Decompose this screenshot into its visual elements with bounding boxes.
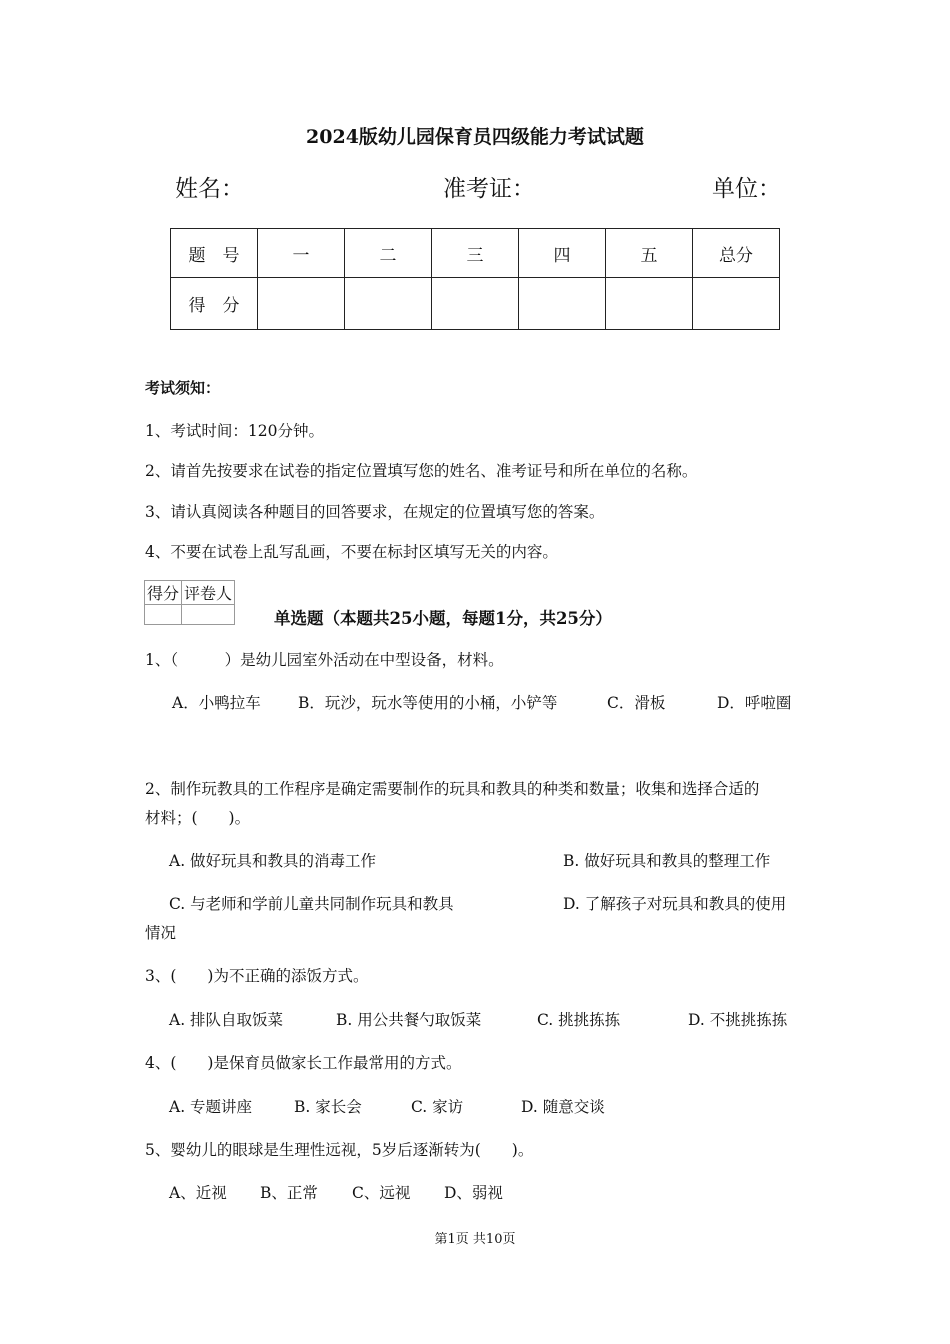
notice-item: 4、不要在试卷上乱写乱画，不要在标封区填写无关的内容。: [145, 543, 558, 561]
question-2-option-b: B. 做好玩具和教具的整理工作: [563, 852, 771, 870]
question-2-option-d-cont: 情况: [145, 924, 177, 942]
grader-score-label: 得分: [145, 581, 182, 605]
score-cell: [519, 278, 606, 330]
question-1-option-c: C．滑板: [607, 694, 666, 712]
section-title: 单选题（本题共25小题，每题1分，共25分）: [274, 609, 612, 628]
notice-heading: 考试须知：: [145, 379, 221, 397]
notice-item: 1、考试时间：120分钟。: [145, 422, 324, 440]
question-2-option-d: D. 了解孩子对玩具和教具的使用: [563, 895, 787, 913]
question-5-option-d: D、弱视: [444, 1184, 503, 1202]
page-title: 2024版幼儿园保育员四级能力考试试题: [306, 126, 644, 148]
question-5-option-a: A、近视: [169, 1184, 227, 1202]
question-4-stem: 4、( )是保育员做家长工作最常用的方式。: [145, 1054, 462, 1072]
score-table: [170, 228, 780, 330]
score-header-cell: 三: [432, 229, 519, 278]
question-4-option-d: D. 随意交谈: [521, 1098, 605, 1116]
score-cell: [693, 278, 780, 330]
question-2-option-a: A. 做好玩具和教具的消毒工作: [169, 852, 377, 870]
question-3-option-a: A. 排队自取饭菜: [169, 1011, 284, 1029]
score-cell: [606, 278, 693, 330]
score-table-header-row: [171, 229, 780, 278]
grader-name-label: 评卷人: [182, 581, 235, 605]
score-cell: [345, 278, 432, 330]
grader-score-cell: [145, 605, 182, 625]
question-3-option-c: C. 挑挑拣拣: [537, 1011, 621, 1029]
question-3-stem: 3、( )为不正确的添饭方式。: [145, 967, 369, 985]
question-1-option-d: D．呼啦圈: [717, 694, 792, 712]
question-4-option-a: A. 专题讲座: [169, 1098, 253, 1116]
score-table-score-row: [171, 278, 780, 330]
exam-id-field-label: 准考证：: [443, 176, 535, 202]
name-field-label: 姓名：: [175, 176, 244, 202]
notice-item: 2、请首先按要求在试卷的指定位置填写您的姓名、准考证号和所在单位的名称。: [145, 462, 698, 480]
score-header-cell: 总分: [693, 229, 780, 278]
score-header-cell: 二: [345, 229, 432, 278]
question-5-stem: 5、婴幼儿的眼球是生理性远视，5岁后逐渐转为( )。: [145, 1141, 534, 1159]
question-5-option-b: B、正常: [260, 1184, 318, 1202]
notice-item: 3、请认真阅读各种题目的回答要求，在规定的位置填写您的答案。: [145, 503, 605, 521]
question-3-option-d: D. 不挑挑拣拣: [688, 1011, 788, 1029]
question-4-option-c: C. 家访: [411, 1098, 464, 1116]
score-header-cell: 四: [519, 229, 606, 278]
question-3-option-b: B. 用公共餐勺取饭菜: [336, 1011, 482, 1029]
question-1-option-a: A．小鸭拉车: [172, 694, 261, 712]
question-1-option-b: B．玩沙，玩水等使用的小桶，小铲等: [298, 694, 558, 712]
score-cell: [258, 278, 345, 330]
question-2-stem: 2、制作玩教具的工作程序是确定需要制作的玩具和教具的种类和数量；收集和选择合适的: [145, 780, 760, 798]
unit-field-label: 单位：: [712, 176, 781, 202]
score-header-cell: 一: [258, 229, 345, 278]
question-2-option-c: C. 与老师和学前儿童共同制作玩具和教具: [169, 895, 454, 913]
score-cell: [432, 278, 519, 330]
question-2-stem-cont: 材料；( )。: [145, 809, 251, 827]
score-row-label: 得 分: [171, 278, 258, 330]
grader-box: [144, 580, 235, 625]
question-5-option-c: C、远视: [352, 1184, 411, 1202]
score-header-cell: 题 号: [171, 229, 258, 278]
question-1-stem: 1、（ ）是幼儿园室外活动在中型设备，材料。: [145, 651, 504, 669]
page-footer: 第1页 共10页: [434, 1232, 516, 1247]
question-4-option-b: B. 家长会: [294, 1098, 362, 1116]
score-header-cell: 五: [606, 229, 693, 278]
grader-name-cell: [182, 605, 235, 625]
